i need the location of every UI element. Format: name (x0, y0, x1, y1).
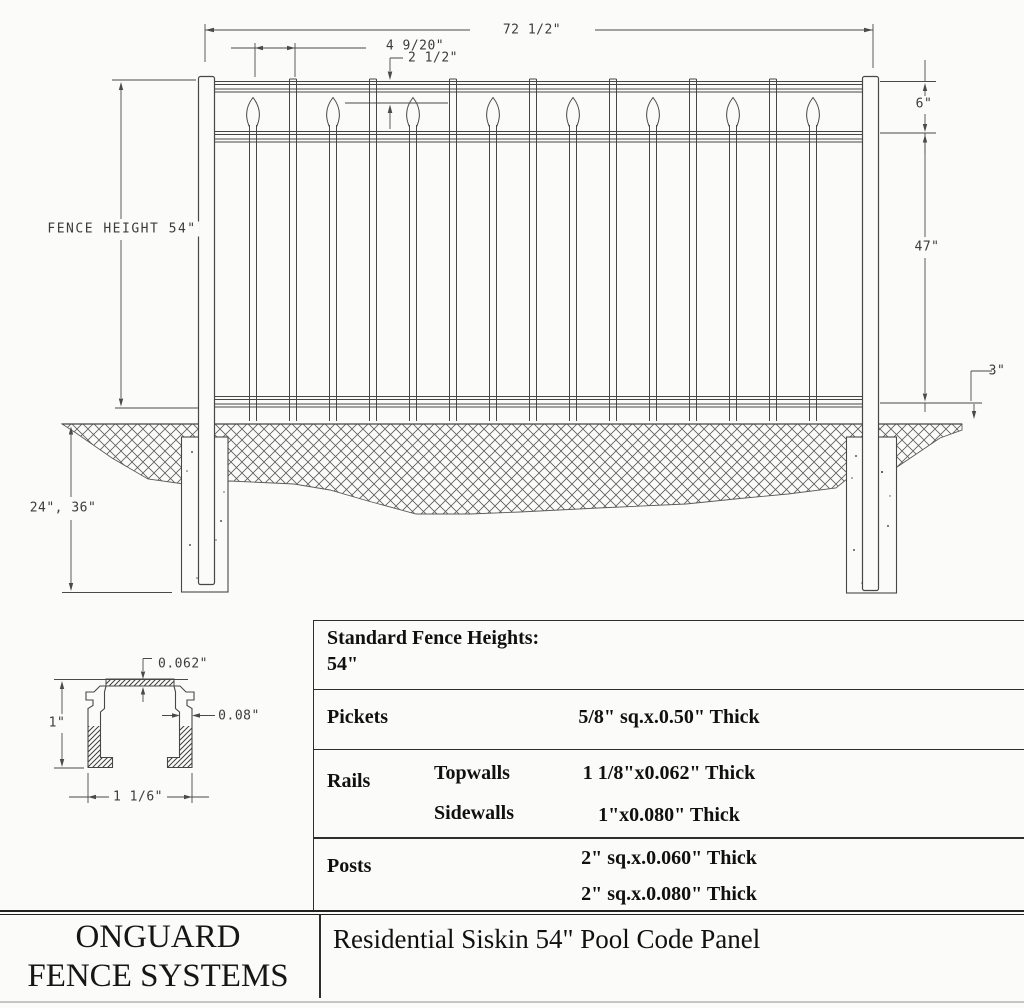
dim-fence-height: FENCE HEIGHT 54" (44, 222, 199, 237)
dim-picket-spacing: 4 9/20" (385, 38, 445, 54)
dim-spear-offset: 2 1/2" (408, 50, 458, 66)
picket-spear (807, 98, 820, 422)
dim-overall-width: 72 1/2" (502, 22, 562, 38)
rail-cross-section (54, 656, 215, 804)
picket-tall (290, 79, 297, 421)
rails-label: Rails (327, 770, 371, 792)
picket-tall (690, 79, 697, 421)
left-post (199, 77, 215, 585)
mid-rail (215, 132, 863, 143)
picket-spear (647, 98, 660, 422)
picket-spear (487, 98, 500, 422)
dim-rail-span: 47" (912, 240, 943, 255)
picket-spear (327, 98, 340, 422)
picket-tall (610, 79, 617, 421)
spec-table (313, 620, 1024, 910)
dim-post-depth: 24", 36" (27, 501, 100, 516)
picket-spear (727, 98, 740, 422)
top-rail (215, 82, 863, 93)
title-block-rule (0, 910, 1024, 915)
posts-label: Posts (327, 855, 372, 877)
table-row-posts (314, 839, 1024, 911)
picket-spear (567, 98, 580, 422)
dim-section-width: 1 1/6" (110, 790, 166, 805)
company-name (0, 918, 316, 995)
table-row-rails (314, 750, 1024, 839)
sidewalls-value: 1"x0.080" Thick (598, 804, 740, 826)
dim-top-gap: 6" (913, 97, 936, 112)
posts-value-2: 2" sq.x.0.080" Thick (581, 883, 757, 905)
title-block-divider (319, 915, 321, 998)
picket-tall (770, 79, 777, 421)
picket-tall (450, 79, 457, 421)
pickets-label: Pickets (327, 706, 389, 728)
company-line-2: FENCE SYSTEMS (27, 957, 289, 994)
bottom-rail (215, 397, 863, 408)
scan-edge-line (0, 1001, 1024, 1003)
heights-label: Standard Fence Heights: (327, 627, 540, 649)
table-row-pickets (314, 690, 1024, 750)
dim-section-top-wall: 0.062" (158, 656, 208, 672)
fence-rails (215, 82, 863, 408)
right-post (863, 77, 879, 591)
pickets-value: 5/8" sq.x.0.50" Thick (578, 706, 760, 728)
picket-spear (247, 98, 260, 422)
sidewalls-label: Sidewalls (434, 802, 515, 824)
company-line-1: ONGUARD (75, 919, 241, 955)
topwalls-label: Topwalls (434, 762, 510, 784)
fence-pickets (247, 79, 820, 421)
dim-section-height: 1" (46, 716, 69, 731)
dim-bottom-gap: 3" (988, 363, 1006, 379)
table-row-heights (314, 621, 1024, 690)
picket-tall (370, 79, 377, 421)
heights-value: 54" (327, 653, 359, 675)
picket-spear (407, 98, 420, 422)
posts-value-1: 2" sq.x.0.060" Thick (581, 847, 757, 869)
dim-section-side-wall: 0.08" (218, 708, 260, 724)
drawing-title: Residential Siskin 54" Pool Code Panel (333, 924, 761, 954)
topwalls-value: 1 1/8"x0.062" Thick (582, 762, 756, 784)
picket-tall (530, 79, 537, 421)
